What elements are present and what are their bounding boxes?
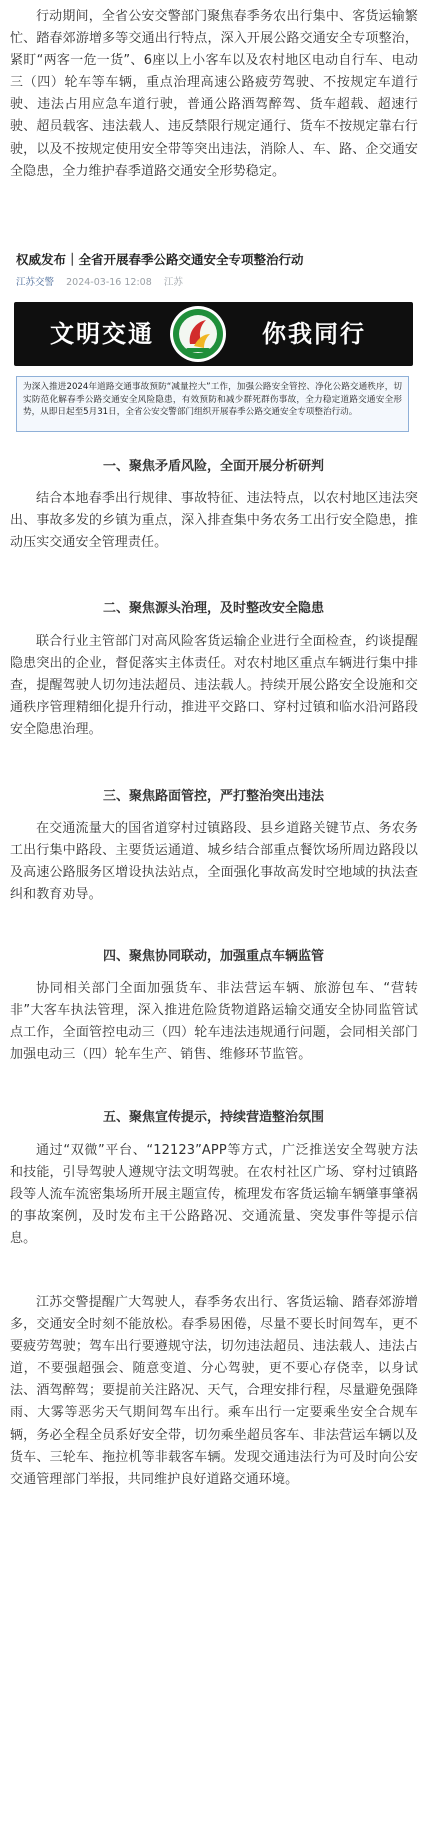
- section-heading-2: 二、聚焦源头治理，及时整改安全隐患: [102, 601, 324, 616]
- notice-box: 为深入推进2024年道路交通事故预防“减量控大”工作，加强公路安全管控、净化公路交通秩序，切实防范化解春季公路交通安全风险隐患，有效预防和减少群死群伤事故，全力稳定道路交通安全形势，从即日起至5月31日，全省公安交警部门组织开展春季公路交通安全专项整治行动。: [16, 376, 409, 432]
- banner-right-slogan: 你我同行: [262, 320, 366, 348]
- article-location: 江苏: [163, 277, 183, 288]
- closing-paragraph: 江苏交警提醒广大驾驶人，春季务农出行、客货运输、踏春郊游增多，交通安全时刻不能放松。春季易困倦，尽量不要长时间驾车，更不要疲劳驾驶；驾车出行要遵规守法，切勿违法超员、违法载人、违法占道，不要强超强会、随意变道、分心驾驶，更不要心存侥幸，以身试法、酒驾醉驾；要提前关注路况、天气，合理安排行程，尽量避免强降雨、大雾等恶劣天气期间驾车出行。乘车出行一定要乘坐安全合规车辆，务必全程全员系好安全带，切勿乘坐超员客车、非法营运车辆以及货车、三轮车、拖拉机等非载客车辆。发现交通违法行为可及时向公安交通管理部门举报，共同维护良好道路交通环境。: [10, 1295, 418, 1487]
- section-body-4: 协同相关部门全面加强货车、非法营运车辆、旅游包车、“营转非”大客车执法管理，深入推进危险货物道路运输交通安全协同监管试点工作，全面管控电动三（四）轮车违法违规通行问题，会同相关部门加强电动三（四）轮车生产、销售、维修环节监管。: [10, 981, 418, 1063]
- civilized-traffic-banner: [14, 302, 413, 366]
- section-heading-3: 三、聚焦路面管控，严打整治突出违法: [102, 789, 324, 804]
- traffic-police-emblem-icon: [168, 304, 228, 364]
- section-heading-5: 五、聚焦宣传提示，持续营造整治氛围: [102, 1110, 324, 1125]
- banner-left-slogan: 文明交通: [50, 320, 154, 348]
- intro-paragraph: 行动期间，全省公安交警部门聚焦春季务农出行集中、客货运输繁忙、踏春郊游增多等交通出行特点，深入开展公路交通安全专项整治，紧盯“两客一危一货”、6座以上小客车以及农村地区电动自行车、电动三（四）轮车等车辆，重点治理高速公路疲劳驾驶、不按规定车道行驶、违法占用应急车道行驶，普通公路酒驾醉驾、货车超载、超速行驶、超员载客、违法载人、违反禁限行规定通行、货车不按规定靠右行驶，以及不按规定使用安全带等突出违法，消除人、车、路、企交通安全隐患，全力维护春季道路交通安全形势稳定。: [10, 9, 418, 179]
- section-body-2: 联合行业主管部门对高风险客货运输企业进行全面检查，约谈提醒隐患突出的企业，督促落实主体责任。对农村地区重点车辆进行集中排查，提醒驾驶人切勿违法超员、违法载人。持续开展公路安全设施和交通秩序管理精细化提升行动，推进平交路口、穿村过镇和临水沿河路段安全隐患治理。: [10, 634, 418, 738]
- section-body-1: 结合本地春季出行规律、事故特征、违法特点，以农村地区违法突出、事故多发的乡镇为重点，深入排查集中务农务工出行安全隐患，推动压实交通安全管理责任。: [10, 491, 418, 551]
- section-body-5: 通过“双微”平台、“12123”APP等方式，广泛推送安全驾驶方法和技能，引导驾驶人遵规守法文明驾驶。在农村社区广场、穿村过镇路段等人流车流密集场所开展主题宣传，梳理发布客货运输车辆肇事肇祸的事故案例，及时发布主干公路路况、交通流量、突发事件等提示信息。: [10, 1143, 418, 1247]
- article-card-meta: [16, 274, 183, 288]
- article-datetime: 2024-03-16 12:08: [66, 277, 152, 288]
- article-source[interactable]: 江苏交警: [16, 277, 55, 288]
- article-card-title[interactable]: 权威发布｜全省开展春季公路交通安全专项整治行动: [16, 252, 304, 267]
- section-heading-1: 一、聚焦矛盾风险，全面开展分析研判: [102, 459, 324, 474]
- section-heading-4: 四、聚焦协同联动，加强重点车辆监管: [102, 949, 324, 964]
- section-body-3: 在交通流量大的国省道穿村过镇路段、县乡道路关键节点、务农务工出行集中路段、主要货运通道、城乡结合部重点餐饮场所周边路段以及高速公路服务区增设执法站点，全面强化事故高发时空地域的执法查纠和教育劝导。: [10, 821, 418, 903]
